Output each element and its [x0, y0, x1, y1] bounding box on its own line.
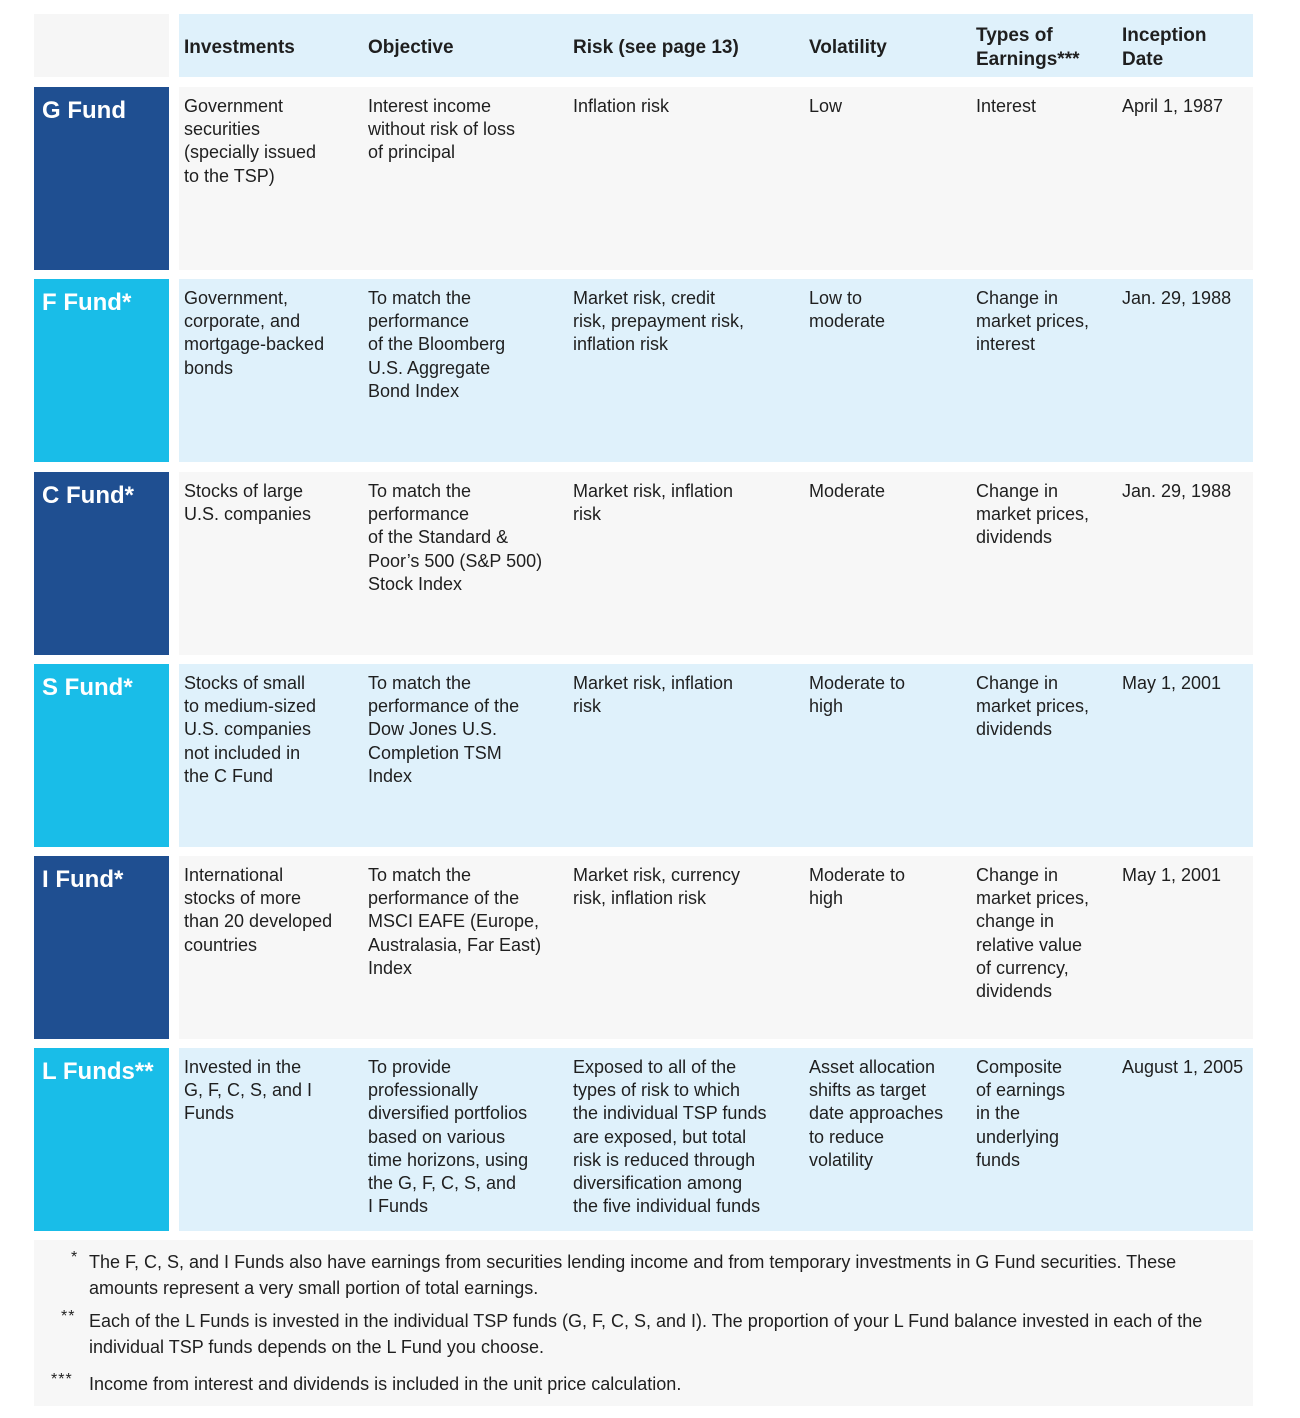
table-row: [34, 472, 1253, 655]
row-body: [179, 472, 1253, 655]
cell-objective: To match the performance of the Dow Jones U.S. Completion TSM Index: [368, 673, 520, 786]
cell-inception: May 1, 2001: [1122, 865, 1222, 885]
cell-inception: April 1, 1987: [1122, 96, 1224, 116]
header-investments: Investments: [184, 37, 295, 58]
header-volatility: Volatility: [809, 37, 887, 58]
cell-inception: Jan. 29, 1988: [1122, 481, 1232, 501]
cell-objective: Interest income without risk of loss of principal: [368, 96, 516, 163]
cell-inception: Jan. 29, 1988: [1122, 288, 1232, 308]
cell-earnings: Composite of earnings in the underlying funds: [976, 1057, 1066, 1170]
table-row: [34, 279, 1253, 462]
cell-volatility: Moderate to high: [809, 865, 906, 909]
cell-investments: Stocks of large U.S. companies: [184, 481, 312, 525]
footnote-text: The F, C, S, and I Funds also have earnings from securities lending income and from temporary investments in G Fund securities. These amounts represent a very small portion of total earnings.: [89, 1252, 1177, 1298]
cell-volatility: Low to moderate: [809, 288, 886, 332]
cell-volatility: Low: [809, 96, 843, 116]
cell-objective: To match the performance of the Bloomberg U.S. Aggregate Bond Index: [368, 288, 506, 401]
cell-earnings: Change in market prices, dividends: [976, 673, 1090, 740]
fund-name: I Fund*: [34, 856, 169, 1039]
cell-investments: Government, corporate, and mortgage-backed bonds: [184, 288, 325, 378]
cell-objective: To provide professionally diversified portfolios based on various time horizons, using the G, F, C, S, and I Funds: [368, 1057, 529, 1217]
cell-inception: May 1, 2001: [1122, 673, 1222, 693]
cell-investments: International stocks of more than 20 developed countries: [184, 865, 333, 955]
cell-volatility: Moderate: [809, 481, 886, 501]
cell-investments: Stocks of small to medium-sized U.S. companies not included in the C Fund: [184, 673, 317, 786]
footnote-mark: **: [61, 1308, 76, 1325]
cell-inception: August 1, 2005: [1122, 1057, 1244, 1077]
cell-risk: Market risk, credit risk, prepayment risk, inflation risk: [573, 288, 745, 355]
cell-risk: Exposed to all of the types of risk to which the individual TSP funds are exposed, but total risk is reduced through diversification among the five individual funds: [573, 1057, 767, 1217]
footnote-mark: ***: [51, 1371, 73, 1388]
cell-earnings: Change in market prices, change in relative value of currency, dividends: [976, 865, 1090, 1002]
footnotes: [34, 1240, 1253, 1406]
cell-earnings: Change in market prices, dividends: [976, 481, 1090, 548]
table-row: [34, 856, 1253, 1039]
row-body: [179, 279, 1253, 462]
cell-risk: Market risk, inflation risk: [573, 481, 734, 525]
cell-volatility: Moderate to high: [809, 673, 906, 717]
cell-investments: Government securities (specially issued to the TSP): [184, 96, 317, 186]
footnote-text: Each of the L Funds is invested in the individual TSP funds (G, F, C, S, and I). The proportion of your L Fund balance invested in each of the individual TSP funds depends on the L Fund you choose.: [89, 1311, 1203, 1357]
header-types-of-earnings: Types of Earnings***: [976, 25, 1080, 70]
header-inception-date: Inception Date: [1122, 25, 1207, 70]
cell-risk: Inflation risk: [573, 96, 670, 116]
cell-risk: Market risk, currency risk, inflation risk: [573, 865, 741, 909]
cell-earnings: Change in market prices, interest: [976, 288, 1090, 355]
header-risk: Risk (see page 13): [573, 37, 739, 58]
table-row: [34, 1048, 1253, 1231]
header-objective: Objective: [368, 37, 454, 58]
footnote-mark: *: [71, 1249, 79, 1266]
cell-investments: Invested in the G, F, C, S, and I Funds: [184, 1057, 313, 1124]
fund-name: S Fund*: [34, 664, 169, 847]
cell-risk: Market risk, inflation risk: [573, 673, 734, 717]
fund-name: L Funds**: [34, 1048, 169, 1231]
cell-volatility: Asset allocation shifts as target date approaches to reduce volatility: [809, 1057, 944, 1170]
cell-earnings: Interest: [976, 96, 1037, 116]
table-row: [34, 664, 1253, 847]
fund-name: G Fund: [34, 87, 169, 270]
footnote-text: Income from interest and dividends is included in the unit price calculation.: [89, 1374, 682, 1394]
cell-objective: To match the performance of the MSCI EAFE (Europe, Australasia, Far East) Index: [368, 865, 542, 978]
table-row: [34, 87, 1253, 270]
row-body: [179, 856, 1253, 1039]
row-body: [179, 1048, 1253, 1231]
fund-name: F Fund*: [34, 279, 169, 462]
cell-objective: To match the performance of the Standard & Poor’s 500 (S&P 500) Stock Index: [368, 481, 543, 594]
row-body: [179, 664, 1253, 847]
row-body: [179, 87, 1253, 270]
header-corner: [34, 14, 169, 77]
fund-name: C Fund*: [34, 472, 169, 655]
